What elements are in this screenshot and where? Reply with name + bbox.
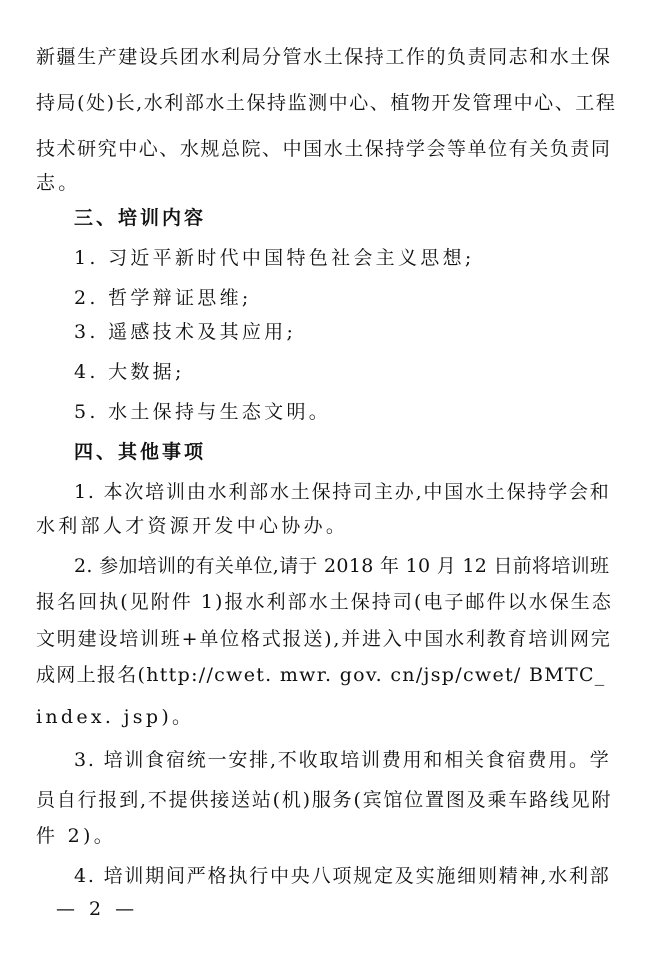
section-4-item-1-line-2: 水利部人才资源开发中心协办。 <box>36 515 349 537</box>
section-3-heading: 三、培训内容 <box>74 207 207 229</box>
section-4-item-1-line-1: 1. 本次培训由水利部水土保持司主办,中国水土保持学会和 <box>74 481 611 503</box>
page-number: — 2 — <box>56 898 139 920</box>
section-4-item-2-line-5: index. jsp)。 <box>36 706 195 728</box>
section-3-item-1: 1. 习近平新时代中国特色社会主义思想; <box>74 247 475 269</box>
section-4-item-3-line-3: 件 2)。 <box>36 825 117 847</box>
intro-line-4: 志。 <box>36 172 81 194</box>
section-3-item-4: 4. 大数据; <box>74 361 185 383</box>
intro-line-3: 技术研究中心、水规总院、中国水土保持学会等单位有关负责同 <box>36 138 612 160</box>
section-4-item-3-line-2: 员自行报到,不提供接送站(机)服务(宾馆位置图及乘车路线见附 <box>36 789 613 811</box>
section-3-item-3: 3. 遥感技术及其应用; <box>74 321 297 343</box>
section-4-item-2-line-3: 文明建设培训班+单位格式报送),并进入中国水利教育培训网完 <box>36 628 612 650</box>
section-3-item-2: 2. 哲学辩证思维; <box>74 287 252 309</box>
section-4-item-2-line-4: 成网上报名(http://cwet. mwr. gov. cn/jsp/cwet/ BMTC_ <box>36 664 606 686</box>
section-4-item-2-line-2: 报名回执(见附件 1)报水利部水土保持司(电子邮件以水保生态 <box>36 591 613 613</box>
section-4-item-3-line-1: 3. 培训食宿统一安排,不收取培训费用和相关食宿费用。学 <box>74 749 611 771</box>
section-4-heading: 四、其他事项 <box>74 441 207 463</box>
intro-line-1: 新疆生产建设兵团水利局分管水土保持工作的负责同志和水土保 <box>36 46 612 68</box>
section-4-item-4-line-1: 4. 培训期间严格执行中央八项规定及实施细则精神,水利部 <box>74 865 611 887</box>
section-3-item-5: 5. 水土保持与生态文明。 <box>74 401 332 423</box>
section-4-item-2-line-1: 2. 参加培训的有关单位,请于 2018 年 10 月 12 日前将培训班 <box>74 555 610 577</box>
intro-line-2: 持局(处)长,水利部水土保持监测中心、植物开发管理中心、工程 <box>36 92 617 114</box>
